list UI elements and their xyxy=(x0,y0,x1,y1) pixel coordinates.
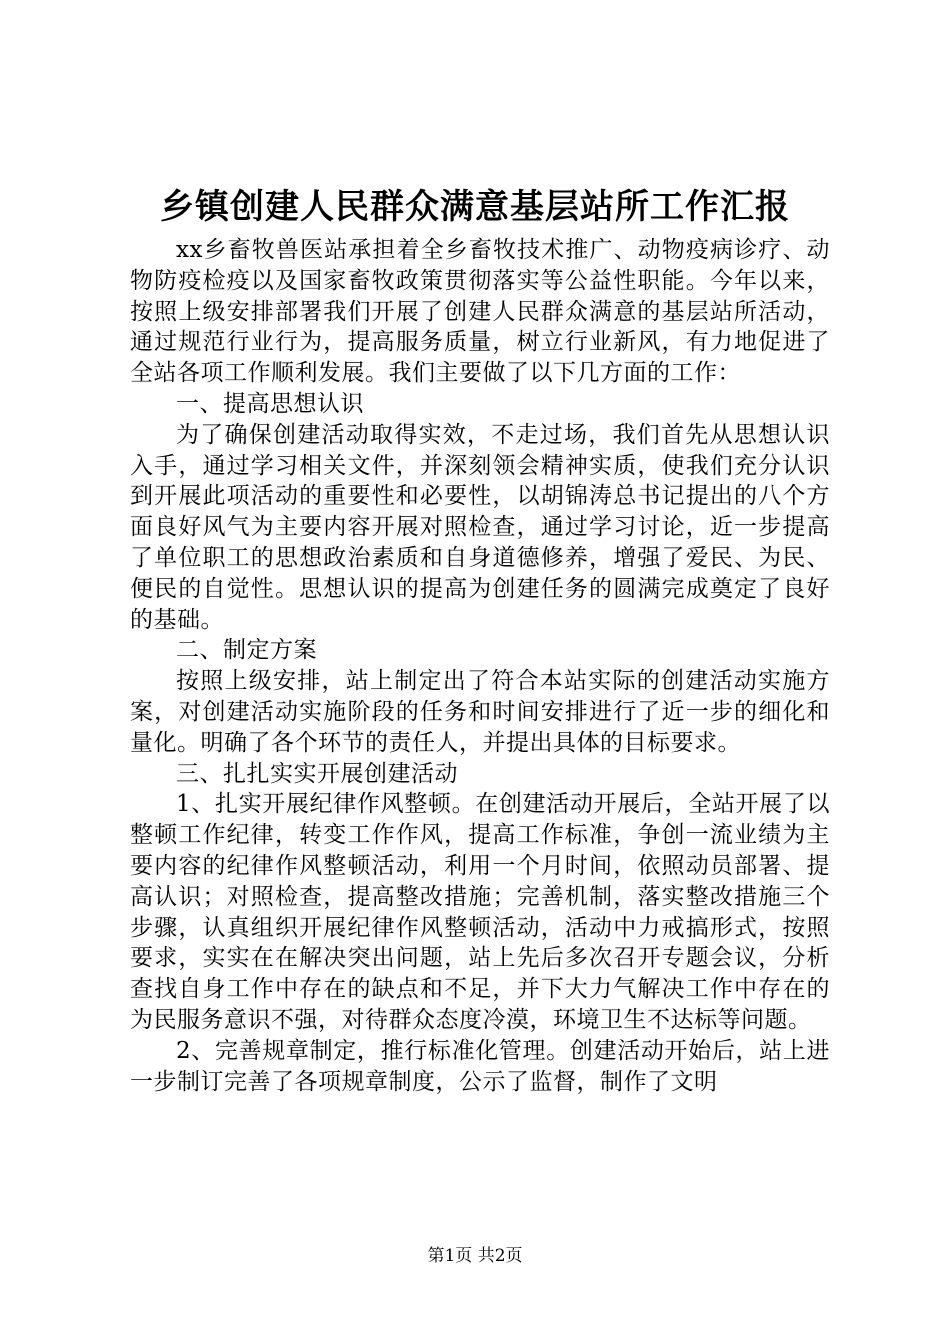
section-heading-3: 三、扎扎实实开展创建活动 xyxy=(176,760,458,787)
page-number-footer: 第1页 共2页 xyxy=(427,1246,523,1266)
document-body xyxy=(130,235,830,1097)
paragraph-intro: xx乡畜牧兽医站承担着全乡畜牧技术推广、动物疫病诊疗、动物防疫检疫以及国家畜牧政策贯彻落实等公益性职能。今年以来，按照上级安排部署我们开展了创建人民群众满意的基层站所活动，通过规范行业行为，提高服务质量，树立行业新风，有力地促进了全站各项工作顺利发展。我们主要做了以下几方面的工作： xyxy=(130,237,830,387)
document-title: 乡镇创建人民群众满意基层站所工作汇报 xyxy=(160,187,790,227)
paragraph-section-2: 按照上级安排，站上制定出了符合本站实际的创建活动实施方案，对创建活动实施阶段的任务和时间安排进行了近一步的细化和量化。明确了各个环节的责任人，并提出具体的目标要求。 xyxy=(130,668,830,756)
paragraph-section-3-item-1: 1、扎实开展纪律作风整顿。在创建活动开展后，全站开展了以整顿工作纪律，转变工作作风，提高工作标准，争创一流业绩为主要内容的纪律作风整顿活动，利用一个月时间，依照动员部署、提高认识；对照检查，提高整改措施；完善机制，落实整改措施三个步骤，认真组织开展纪律作风整顿活动，活动中力戒搞形式，按照要求，实实在在解决突出问题，站上先后多次召开专题会议，分析查找自身工作中存在的缺点和不足，并下大力气解决工作中存在的为民服务意识不强，对待群众态度冷漠，环境卫生不达标等问题。 xyxy=(130,791,830,1033)
section-heading-1: 一、提高思想认识 xyxy=(176,390,364,417)
paragraph-section-1: 为了确保创建活动取得实效，不走过场，我们首先从思想认识入手，通过学习相关文件，并深刻领会精神实质，使我们充分认识到开展此项活动的重要性和必要性，以胡锦涛总书记提出的八个方面良好风气为主要内容开展对照检查，通过学习讨论，近一步提高了单位职工的思想政治素质和自身道德修养，增强了爱民、为民、便民的自觉性。思想认识的提高为创建任务的圆满完成奠定了良好的基础。 xyxy=(130,421,830,633)
section-heading-2: 二、制定方案 xyxy=(176,637,317,664)
paragraph-section-3-item-2: 2、完善规章制定，推行标准化管理。创建活动开始后，站上进一步制订完善了各项规章制度，公示了监督，制作了文明 xyxy=(130,1037,830,1095)
